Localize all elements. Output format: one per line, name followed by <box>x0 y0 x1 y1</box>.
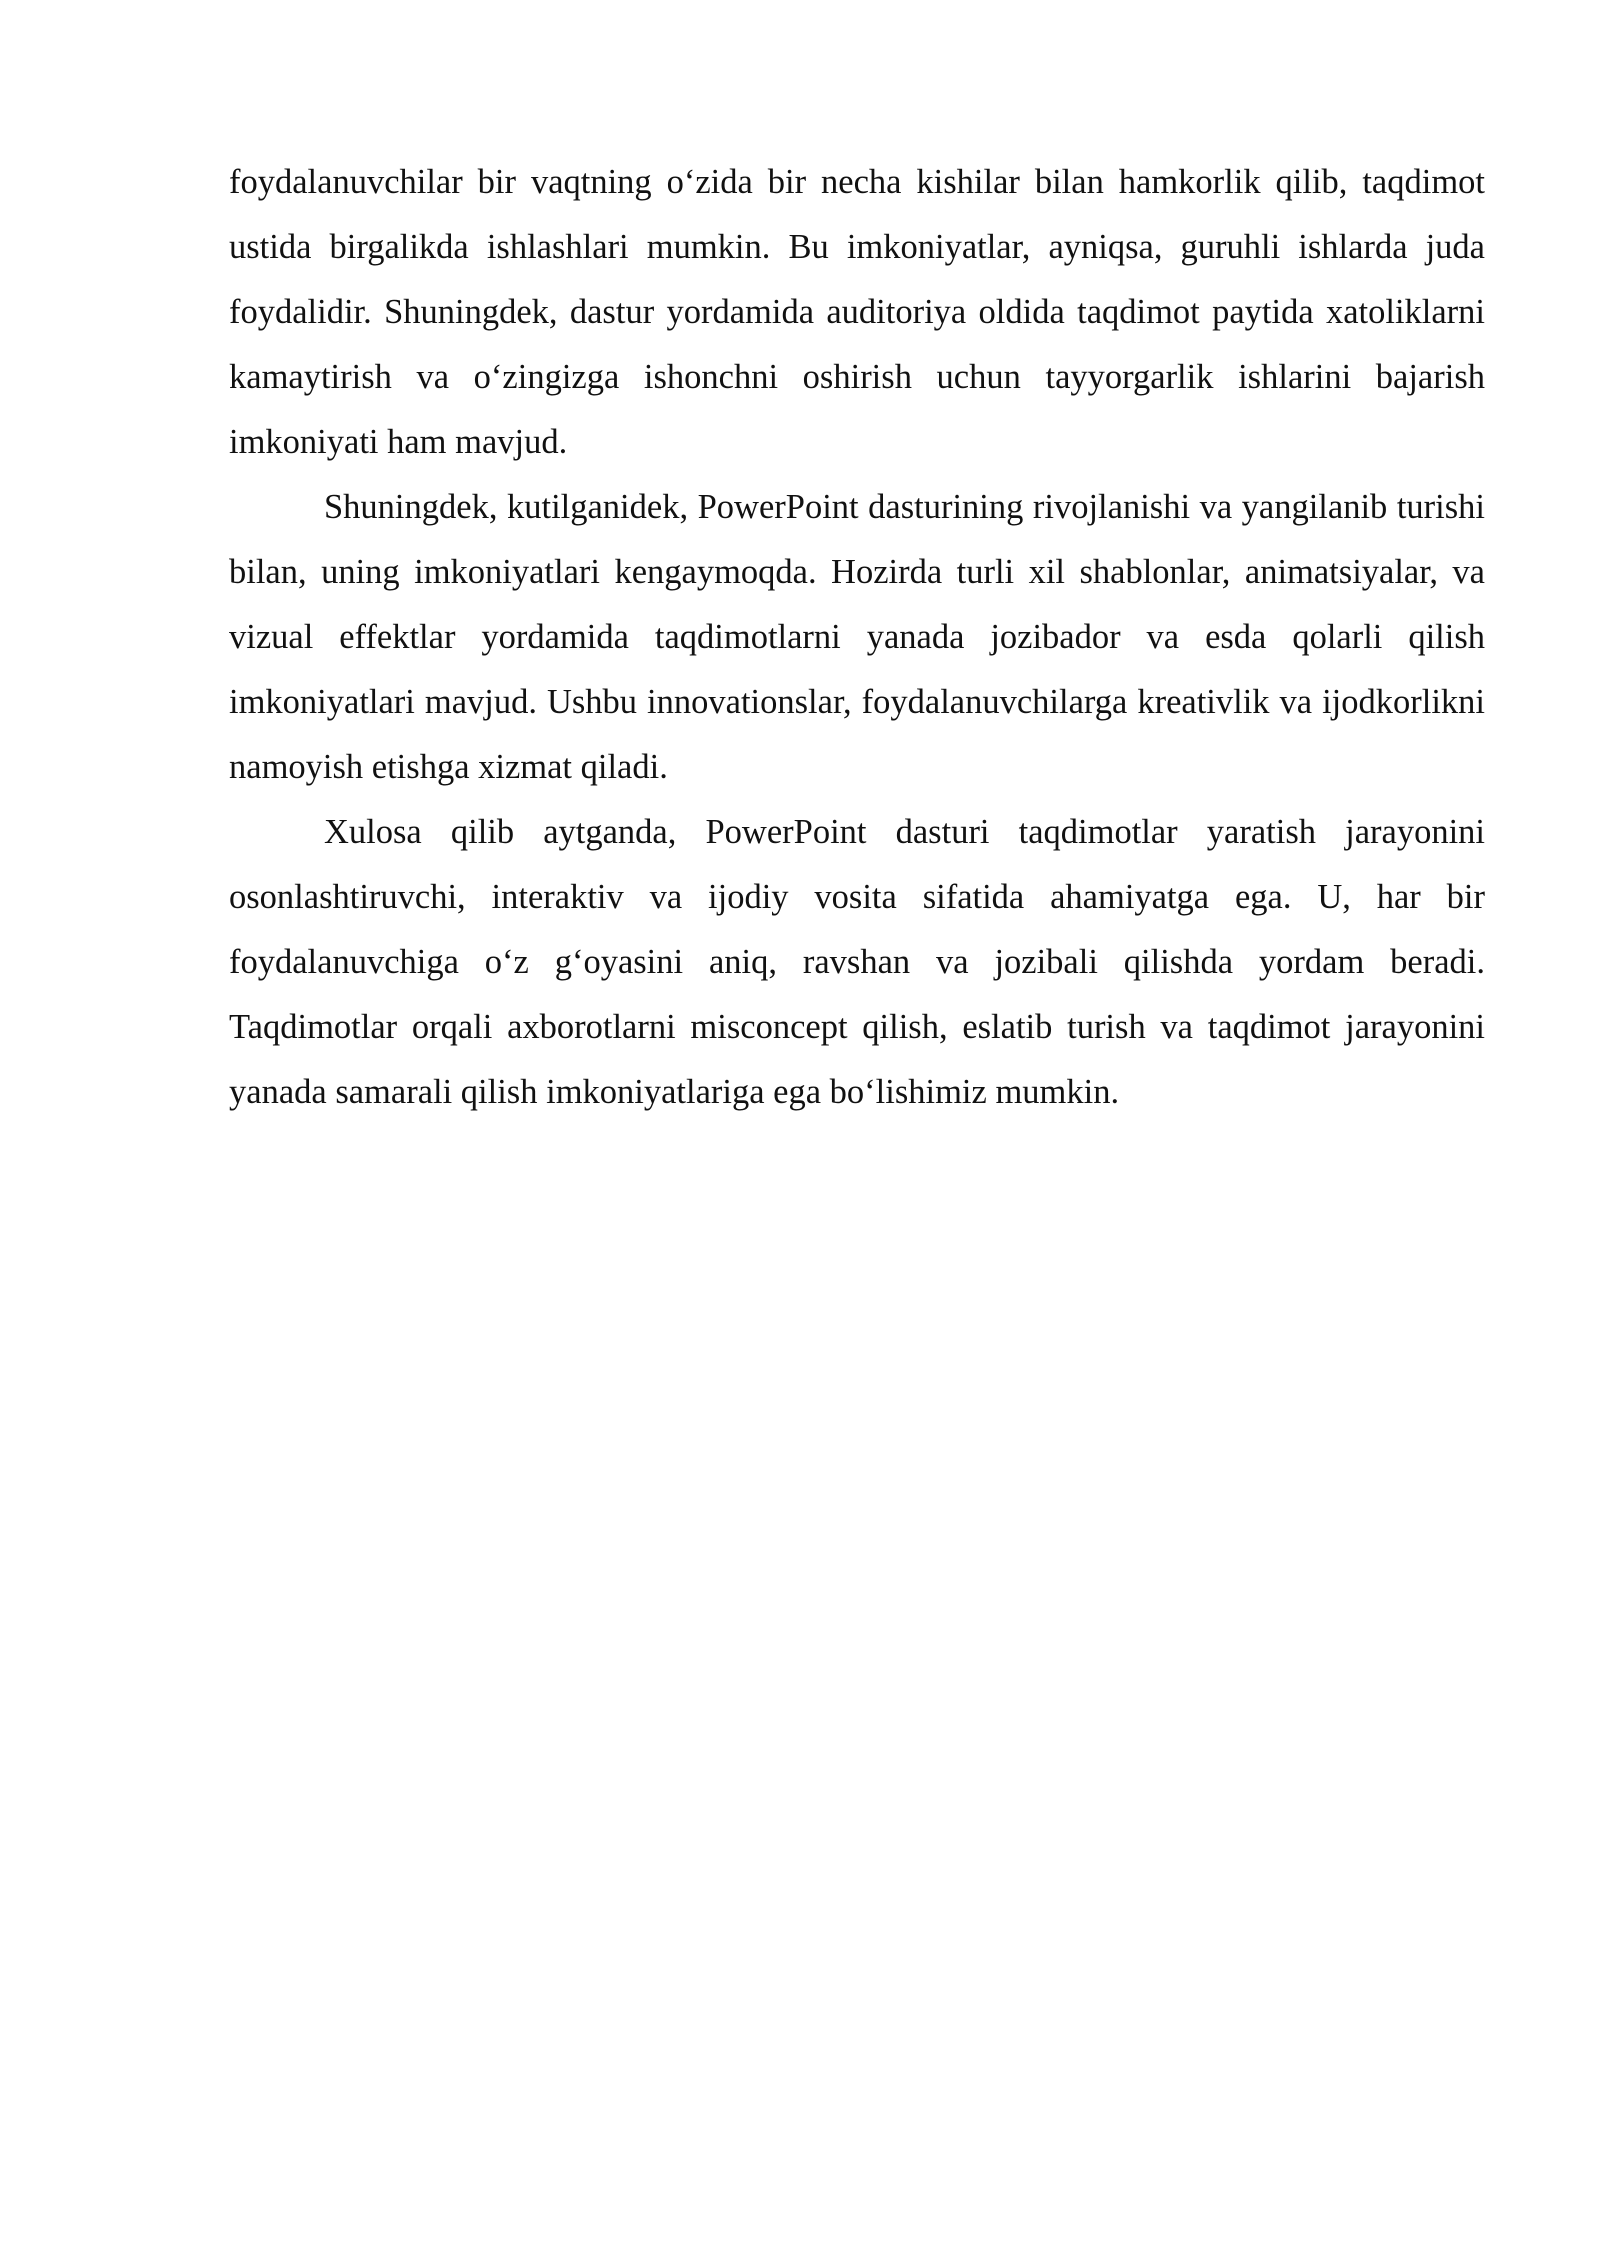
paragraph-3: Xulosa qilib aytganda, PowerPoint dasturi taqdimotlar yaratish jarayonini osonlashtiruvchi, interaktiv va ijodiy vosita sifatida ahamiyatga ega. U, har bir foydalanuvchiga o‘z g‘oyasini aniq, ravshan va jozibali qilishda yordam beradi. Taqdimotlar orqali axborotlarni misconcept qilish, eslatib turish va taqdimot jarayonini yanada samarali qilish imkoniyatlariga ega bo‘lishimiz mumkin. <box>229 813 1485 1111</box>
paragraph-2: Shuningdek, kutilganidek, PowerPoint dasturining rivojlanishi va yangilanib turishi bilan, uning imkoniyatlari kengaymoqda. Hozirda turli xil shablonlar, animatsiyalar, va vizual effektlar yordamida taqdimotlarni yanada jozibador va esda qolarli qilish imkoniyatlari mavjud. Ushbu innovationslar, foydalanuvchilarga kreativlik va ijodkorlikni namoyish etishga xizmat qiladi. <box>229 488 1485 786</box>
body-text <box>229 150 1485 1125</box>
paragraph-1: foydalanuvchilar bir vaqtning o‘zida bir necha kishilar bilan hamkorlik qilib, taqdimot ustida birgalikda ishlashlari mumkin. Bu imkoniyatlar, ayniqsa, guruhli ishlarda juda foydalidir. Shuningdek, dastur yordamida auditoriya oldida taqdimot paytida xatoliklarni kamaytirish va o‘zingizga ishonchni oshirish uchun tayyorgarlik ishlarini bajarish imkoniyati ham mavjud. <box>229 163 1485 461</box>
